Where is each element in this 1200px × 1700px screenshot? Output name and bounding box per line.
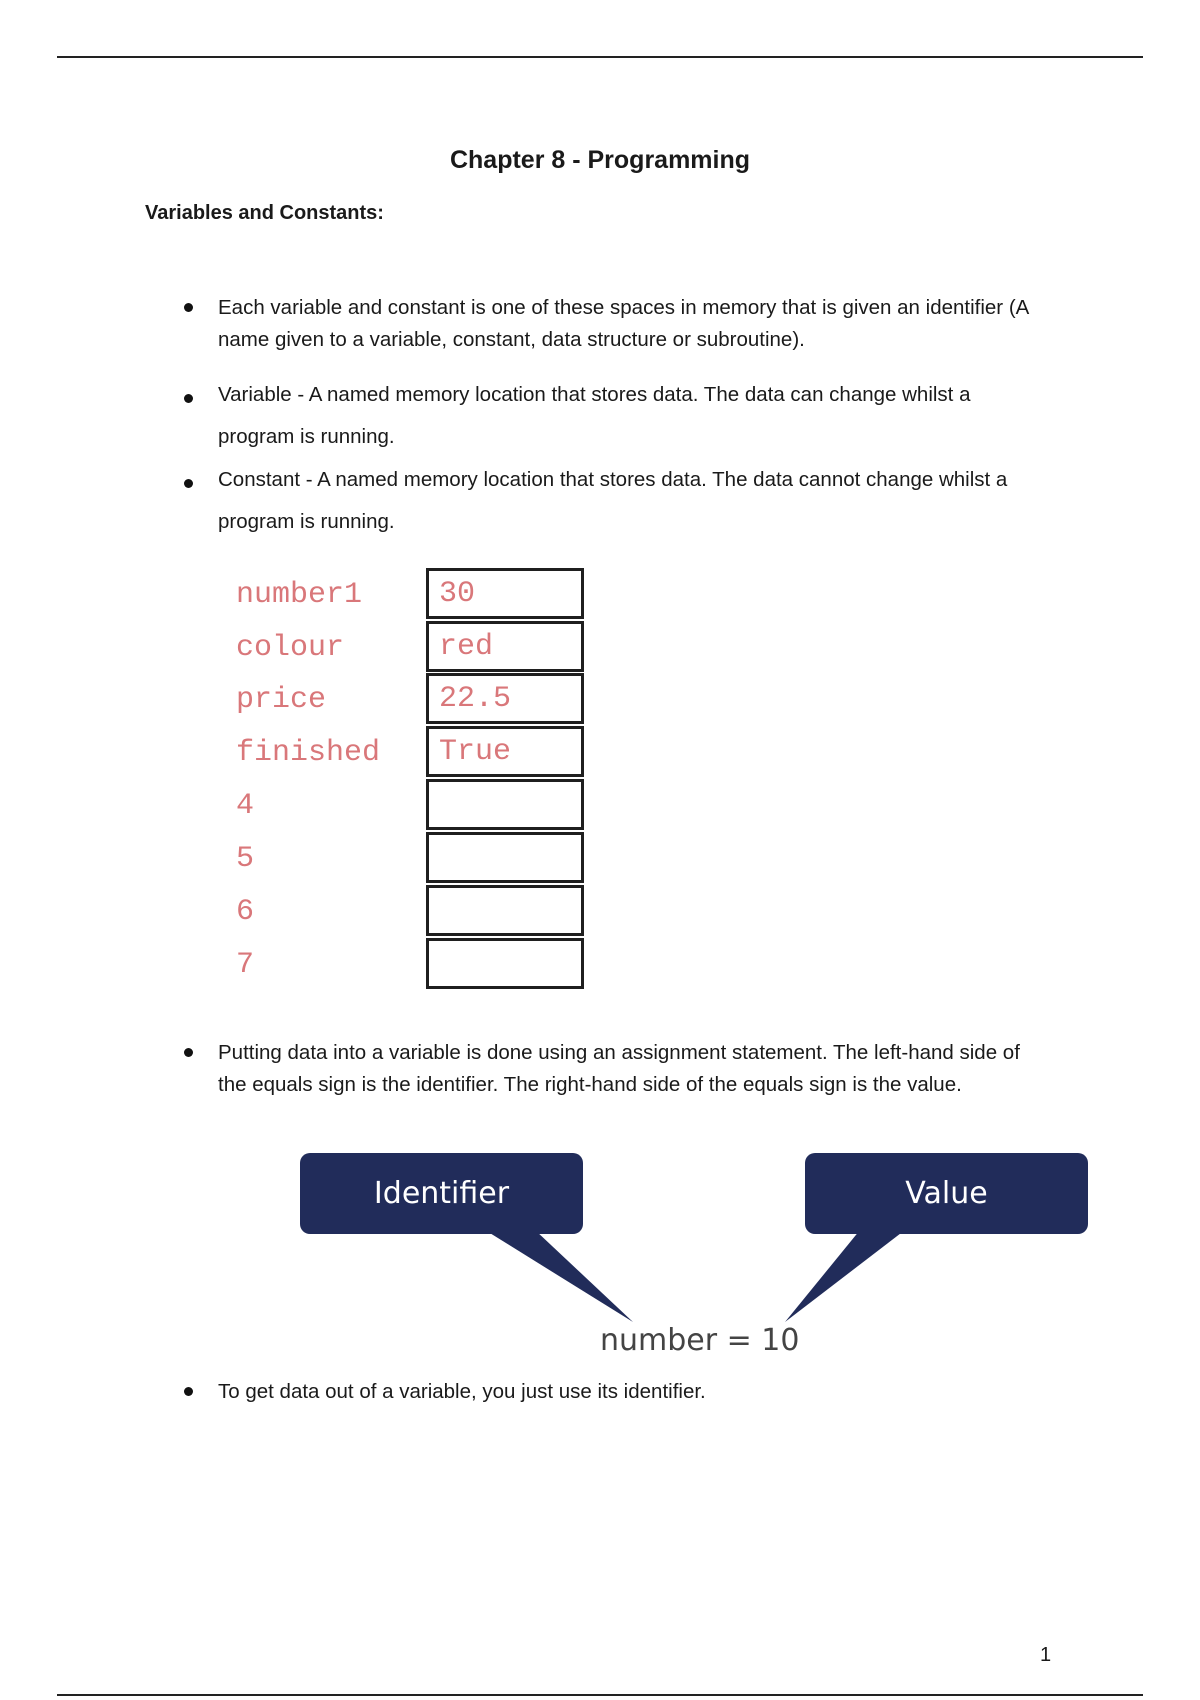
bullet-text: Variable - A named memory location that stores data. The data can change whilst a program is running. [218, 383, 971, 448]
value-callout: Value [805, 1153, 1088, 1234]
bullet-dot-icon [184, 479, 193, 488]
memory-label: finished [236, 736, 381, 770]
bullet-dot-icon [184, 303, 193, 312]
bullet-text: Putting data into a variable is done using an assignment statement. The left-hand side of the equals sign is the identifier. The right-hand side of the equals sign is the value. [218, 1041, 1020, 1096]
memory-cell [426, 938, 584, 989]
memory-cell [426, 885, 584, 936]
memory-cell: 30 [426, 568, 584, 619]
memory-label: 4 [236, 789, 255, 823]
memory-cell: 22.5 [426, 673, 584, 724]
bullet-dot-icon [184, 1048, 193, 1057]
top-rule [57, 56, 1143, 58]
value-pointer-icon [785, 1230, 905, 1322]
memory-cell: red [426, 621, 584, 672]
memory-label: 7 [236, 948, 255, 982]
memory-label: colour [236, 631, 345, 665]
bullet-text: Each variable and constant is one of these spaces in memory that is given an identifier (A name given to a variable, constant, data structure or subroutine). [218, 296, 1029, 351]
bottom-rule [57, 1694, 1143, 1696]
memory-label: price [236, 683, 327, 717]
memory-cell [426, 832, 584, 883]
section-heading: Variables and Constants: [145, 202, 384, 224]
identifier-pointer-icon [485, 1230, 633, 1322]
memory-label: 5 [236, 842, 255, 876]
chapter-title: Chapter 8 - Programming [449, 146, 751, 174]
assignment-expression: number = 10 [600, 1323, 800, 1358]
assignment-diagram [290, 1150, 1100, 1370]
page-number: 1 [1040, 1644, 1052, 1666]
bullet-text: Constant - A named memory location that stores data. The data cannot change whilst a program is running. [218, 468, 1008, 533]
identifier-callout: Identifier [300, 1153, 583, 1234]
memory-label: 6 [236, 895, 255, 929]
bullet-dot-icon [184, 1387, 193, 1396]
memory-cell: True [426, 726, 584, 777]
bullet-text: To get data out of a variable, you just use its identifier. [218, 1380, 706, 1403]
memory-label: number1 [236, 578, 363, 612]
memory-cell [426, 779, 584, 830]
memory-diagram [230, 568, 600, 1003]
bullet-dot-icon [184, 394, 193, 403]
